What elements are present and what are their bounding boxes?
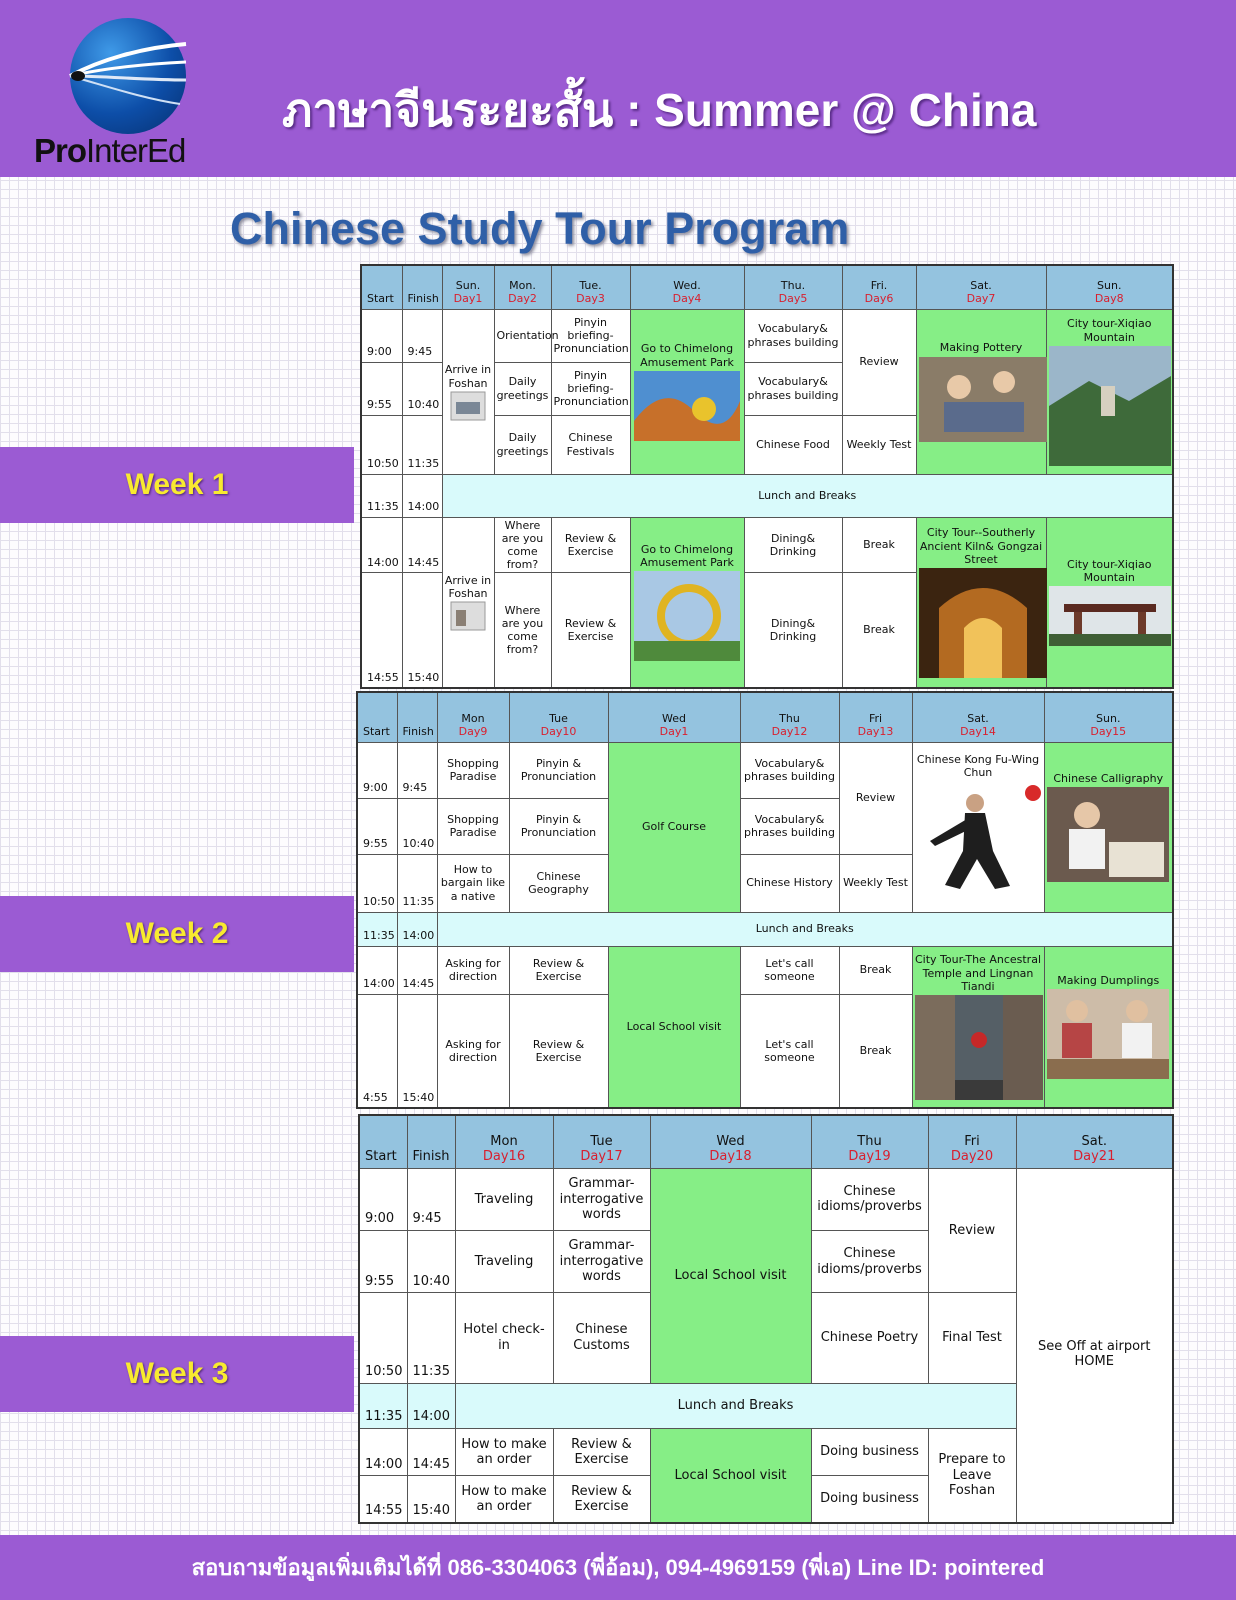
finish-time: 15:40: [397, 994, 437, 1108]
program-title: Chinese Study Tour Program: [230, 203, 850, 254]
activity-cell: Let's call someone: [740, 946, 839, 994]
activity-cell: How to make an order: [455, 1429, 553, 1476]
activity-cell: Weekly Test: [842, 415, 916, 474]
start-time: 11:35: [359, 1383, 407, 1428]
page-title: ภาษาจีนระยะสั้น : Summer @ China: [282, 84, 1037, 136]
finish-time: 11:35: [407, 1293, 455, 1383]
header-day: Thu Day19: [811, 1115, 928, 1168]
amusement-park-photo-icon: [634, 371, 740, 441]
activity-cell: Making Pottery: [916, 309, 1046, 474]
finish-time: 14:45: [402, 517, 442, 573]
activity-cell: Pinyin briefing-Pronunciation: [551, 362, 630, 415]
activity-cell: Chinese Poetry: [811, 1293, 928, 1383]
activity-cell: Chinese idioms/proverbs: [811, 1231, 928, 1293]
activity-cell: Dining& Drinking: [744, 573, 842, 688]
kung-fu-photo-icon: [915, 781, 1043, 901]
activity-cell: Review & Exercise: [551, 573, 630, 688]
week-2-label: Week 2: [0, 896, 354, 972]
activity-cell: Chinese Kong Fu-Wing Chun: [912, 742, 1044, 912]
activity-cell: Asking for direction: [437, 946, 509, 994]
activity-cell: Shopping Paradise: [437, 798, 509, 854]
activity-cell: Chinese Customs: [553, 1293, 650, 1383]
activity-cell: Chinese Food: [744, 415, 842, 474]
finish-time: 10:40: [407, 1231, 455, 1293]
start-time: 10:50: [357, 854, 397, 912]
finish-time: 10:40: [402, 362, 442, 415]
activity-cell: Weekly Test: [839, 854, 912, 912]
finish-time: 9:45: [397, 742, 437, 798]
header-day: Wed Day1: [608, 692, 740, 742]
finish-time: 11:35: [402, 415, 442, 474]
header-day: Tue Day17: [553, 1115, 650, 1168]
activity-cell: Review: [928, 1168, 1016, 1293]
activity-cell: City tour-Xiqiao Mountain: [1046, 309, 1173, 474]
start-time: 10:50: [359, 1293, 407, 1383]
activity-cell: Local School visit: [650, 1429, 811, 1524]
activity-cell: How to make an order: [455, 1476, 553, 1523]
table-row: [359, 1168, 1173, 1230]
start-time: 9:00: [357, 742, 397, 798]
start-time: 14:55: [359, 1476, 407, 1523]
header-day: Fri Day20: [928, 1115, 1016, 1168]
start-time: 10:50: [361, 415, 402, 474]
activity-cell: Review & Exercise: [553, 1476, 650, 1523]
photo-thumbnail-icon: [451, 392, 485, 420]
activity-cell: How to bargain like a native: [437, 854, 509, 912]
table-row: [357, 742, 1173, 798]
start-time: 14:00: [359, 1429, 407, 1476]
activity-cell: Review: [839, 742, 912, 854]
header-day: Wed. Day4: [630, 265, 744, 309]
start-time: 14:55: [361, 573, 402, 688]
activity-cell: Dining& Drinking: [744, 517, 842, 573]
start-time: 4:55: [357, 994, 397, 1108]
header-day: Sat. Day21: [1016, 1115, 1173, 1168]
activity-cell: Final Test: [928, 1293, 1016, 1383]
start-time: 9:00: [359, 1168, 407, 1230]
activity-cell: Golf Course: [608, 742, 740, 912]
header-start: Start: [357, 692, 397, 742]
activity-cell: Daily greetings: [494, 362, 551, 415]
week-1-label: Week 1: [0, 447, 354, 523]
header-day: Fri Day13: [839, 692, 912, 742]
header-day: Mon Day16: [455, 1115, 553, 1168]
activity-cell: Where are you come from?: [494, 573, 551, 688]
activity-cell: Chinese idioms/proverbs: [811, 1168, 928, 1230]
activity-cell: Chinese Geography: [509, 854, 608, 912]
activity-cell: Arrive in Foshan: [442, 517, 494, 688]
week-3-label: Week 3: [0, 1336, 354, 1412]
header-day: Mon. Day2: [494, 265, 551, 309]
finish-time: 14:00: [407, 1383, 455, 1428]
table-row: [361, 309, 1173, 362]
activity-cell: Grammar-interrogative words: [553, 1231, 650, 1293]
activity-cell: Daily greetings: [494, 415, 551, 474]
lunch-break-cell: Lunch and Breaks: [437, 912, 1173, 946]
activity-cell: Break: [839, 994, 912, 1108]
start-time: 9:00: [361, 309, 402, 362]
start-time: 14:00: [361, 517, 402, 573]
lunch-row: [361, 474, 1173, 517]
lunch-break-cell: Lunch and Breaks: [455, 1383, 1016, 1428]
activity-cell: Review & Exercise: [509, 994, 608, 1108]
header-day: Sat. Day7: [916, 265, 1046, 309]
lunch-row: [357, 912, 1173, 946]
dumplings-photo-icon: [1047, 989, 1169, 1079]
start-time: 11:35: [361, 474, 402, 517]
temple-gate-photo-icon: [1049, 586, 1171, 646]
activity-cell: City Tour--Southerly Ancient Kiln& Gongzai Street: [916, 517, 1046, 688]
table-header-row: [357, 692, 1173, 742]
pottery-photo-icon: [919, 357, 1047, 442]
start-time: 9:55: [361, 362, 402, 415]
activity-cell: Go to Chimelong Amusement Park: [630, 517, 744, 688]
header-day: Thu. Day5: [744, 265, 842, 309]
activity-cell: Vocabulary& phrases building: [740, 798, 839, 854]
activity-cell: Hotel check-in: [455, 1293, 553, 1383]
finish-time: 14:00: [397, 912, 437, 946]
activity-cell: Vocabulary& phrases building: [744, 309, 842, 362]
activity-cell: Where are you come from?: [494, 517, 551, 573]
mountain-photo-icon: [1049, 346, 1171, 466]
activity-cell: Local School visit: [608, 946, 740, 1108]
roller-coaster-photo-icon: [634, 571, 740, 661]
header-day: Fri. Day6: [842, 265, 916, 309]
activity-cell: Orientation: [494, 309, 551, 362]
activity-cell: Vocabulary& phrases building: [740, 742, 839, 798]
activity-cell: Doing business: [811, 1429, 928, 1476]
activity-cell: Grammar-interrogative words: [553, 1168, 650, 1230]
header-day: Tue. Day3: [551, 265, 630, 309]
finish-time: 11:35: [397, 854, 437, 912]
header-day: Mon Day9: [437, 692, 509, 742]
week-1-schedule-table: [360, 264, 1174, 689]
header-day: Wed Day18: [650, 1115, 811, 1168]
finish-time: 15:40: [402, 573, 442, 688]
ancestral-temple-street-photo-icon: [915, 995, 1043, 1100]
activity-cell: Review: [842, 309, 916, 415]
header-day: Sun. Day8: [1046, 265, 1173, 309]
activity-cell: Local School visit: [650, 1168, 811, 1383]
table-header-row: [359, 1115, 1173, 1168]
activity-cell: Break: [839, 946, 912, 994]
header-start: Start: [361, 265, 402, 309]
activity-cell: Break: [842, 517, 916, 573]
finish-time: 9:45: [402, 309, 442, 362]
table-row: [361, 517, 1173, 573]
activity-cell: Let's call someone: [740, 994, 839, 1108]
table-row: [357, 946, 1173, 994]
week-3-schedule-table: [358, 1114, 1174, 1524]
header-finish: Finish: [397, 692, 437, 742]
activity-cell: Pinyin & Pronunciation: [509, 742, 608, 798]
activity-cell: Asking for direction: [437, 994, 509, 1108]
activity-cell: Making Dumplings: [1044, 946, 1173, 1108]
finish-time: 9:45: [407, 1168, 455, 1230]
activity-cell: Chinese Festivals: [551, 415, 630, 474]
header-day: Thu Day12: [740, 692, 839, 742]
activity-cell: Pinyin & Pronunciation: [509, 798, 608, 854]
header-day: Tue Day10: [509, 692, 608, 742]
logo-globe-icon: [70, 18, 186, 134]
start-time: 14:00: [357, 946, 397, 994]
header-finish: Finish: [407, 1115, 455, 1168]
finish-time: 10:40: [397, 798, 437, 854]
activity-cell: City tour-Xiqiao Mountain: [1046, 517, 1173, 688]
logo-text: ProInterEd: [34, 132, 186, 169]
activity-cell: See Off at airport HOME: [1016, 1168, 1173, 1523]
activity-cell: Review & Exercise: [551, 517, 630, 573]
activity-cell: Review & Exercise: [509, 946, 608, 994]
table-header-row: [361, 265, 1173, 309]
activity-cell: Shopping Paradise: [437, 742, 509, 798]
activity-cell: Go to Chimelong Amusement Park: [630, 309, 744, 474]
start-time: 9:55: [359, 1231, 407, 1293]
header-day: Sat. Day14: [912, 692, 1044, 742]
activity-cell: Chinese History: [740, 854, 839, 912]
activity-cell: Traveling: [455, 1168, 553, 1230]
activity-cell: Break: [842, 573, 916, 688]
photo-thumbnail-icon: [451, 602, 485, 630]
lunch-break-cell: Lunch and Breaks: [442, 474, 1173, 517]
calligraphy-photo-icon: [1047, 787, 1169, 882]
activity-cell: Arrive in Foshan: [442, 309, 494, 474]
finish-time: 14:00: [402, 474, 442, 517]
finish-time: 14:45: [407, 1429, 455, 1476]
ancient-kiln-photo-icon: [919, 568, 1047, 678]
activity-cell: Prepare to Leave Foshan: [928, 1429, 1016, 1524]
activity-cell: Pinyin briefing-Pronunciation: [551, 309, 630, 362]
activity-cell: Traveling: [455, 1231, 553, 1293]
start-time: 9:55: [357, 798, 397, 854]
header-start: Start: [359, 1115, 407, 1168]
contact-footer: สอบถามข้อมูลเพิ่มเติมได้ที่ 086-3304063 (พี่อ้อม), 094-4969159 (พี่เอ) Line ID: pointered: [0, 1535, 1236, 1600]
header-day: Sun. Day15: [1044, 692, 1173, 742]
week-2-schedule-table: [356, 691, 1174, 1109]
activity-cell: Doing business: [811, 1476, 928, 1523]
header-day: Sun. Day1: [442, 265, 494, 309]
finish-time: 15:40: [407, 1476, 455, 1523]
activity-cell: Chinese Calligraphy: [1044, 742, 1173, 912]
activity-cell: Review & Exercise: [553, 1429, 650, 1476]
header-finish: Finish: [402, 265, 442, 309]
finish-time: 14:45: [397, 946, 437, 994]
start-time: 11:35: [357, 912, 397, 946]
activity-cell: City Tour-The Ancestral Temple and Lingnan Tiandi: [912, 946, 1044, 1108]
activity-cell: Vocabulary& phrases building: [744, 362, 842, 415]
